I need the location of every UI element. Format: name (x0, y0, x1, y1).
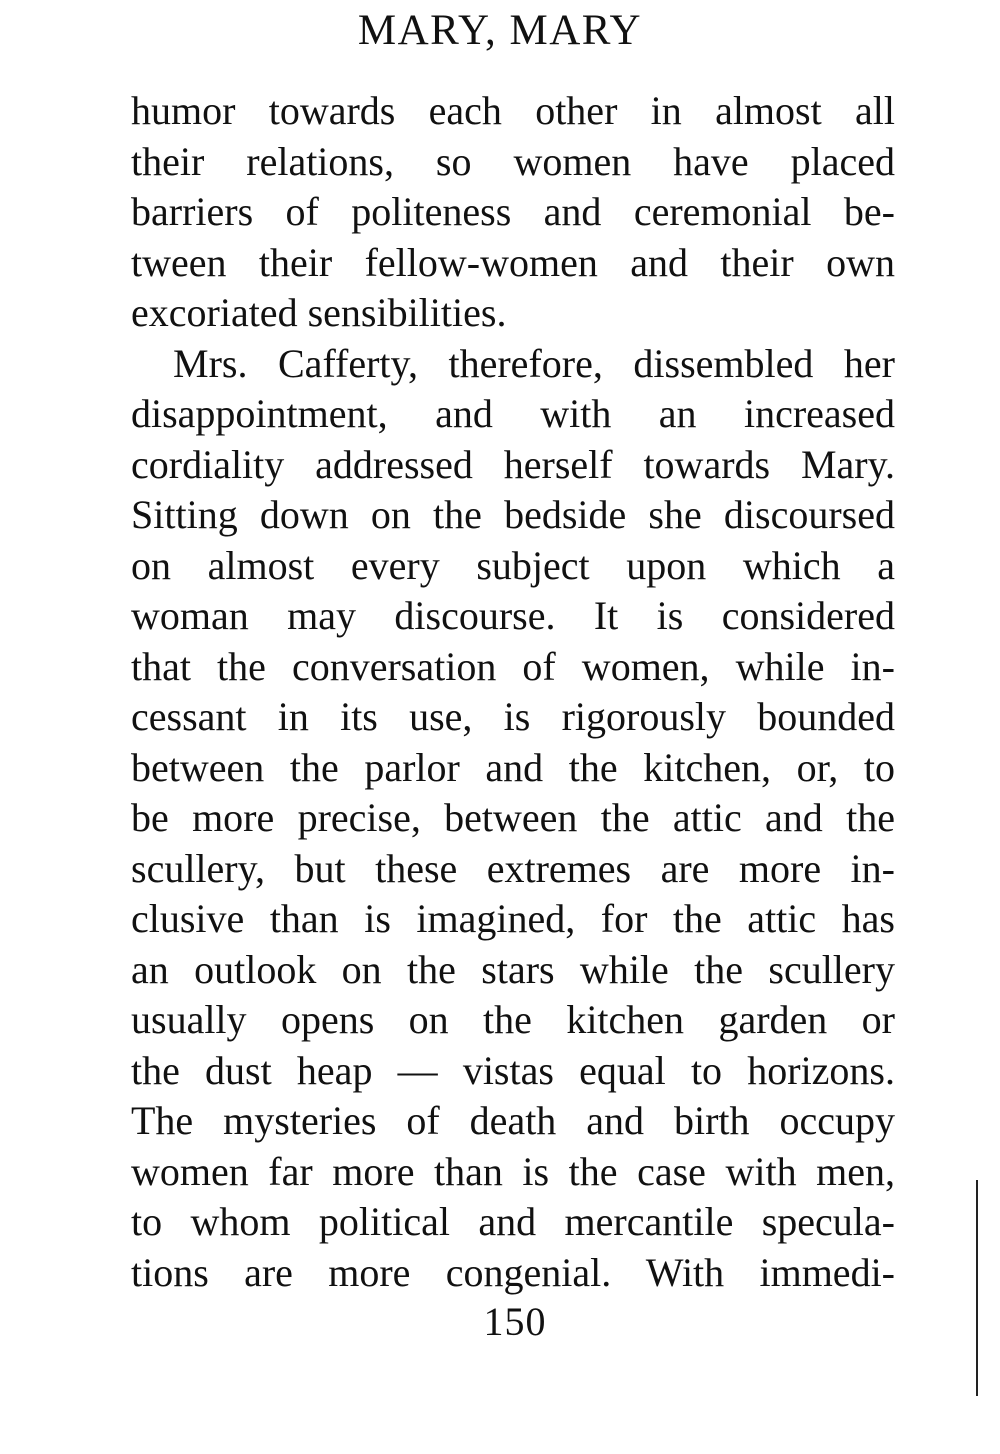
text-line: humor towards each other in almost all (131, 88, 895, 133)
text-line: barriers of politeness and ceremonial be- (131, 189, 895, 234)
text-line: tions are more congenial. With immedi- (131, 1249, 895, 1295)
text-line: their relations, so women have placed (131, 138, 895, 184)
text-line: disappointment, and with an increased (131, 391, 895, 436)
text-line: be more precise, between the attic and the (131, 795, 895, 840)
text-line: cessant in its use, is rigorously bounded (131, 694, 895, 739)
text-line: scullery, but these extremes are more in- (131, 845, 895, 891)
text-line: clusive than is imagined, for the attic has (131, 896, 895, 941)
text-line: to whom political and mercantile specula- (131, 1199, 895, 1244)
text-line: between the parlor and the kitchen, or, to (131, 744, 895, 790)
text-line: usually opens on the kitchen garden or (131, 997, 895, 1042)
text-line: The mysteries of death and birth occupy (131, 1098, 895, 1143)
text-line: woman may discourse. It is considered (131, 593, 895, 638)
text-line: tween their fellow-women and their own (131, 239, 895, 285)
text-line: excoriated sensibilities. (131, 290, 507, 335)
text-line: the dust heap — vistas equal to horizons. (131, 1047, 895, 1093)
paragraph-continued (131, 86, 895, 339)
page-number: 150 (483, 1299, 547, 1344)
text-line: women far more than is the case with men, (131, 1148, 895, 1194)
text-line: an outlook on the stars while the scullery (131, 946, 895, 992)
text-line: Mrs. Cafferty, therefore, dissembled her (173, 340, 895, 386)
text-line: that the conversation of women, while in- (131, 643, 895, 689)
paragraph (131, 339, 895, 1299)
text-line: cordiality addressed herself towards Mary. (131, 441, 895, 487)
body-text (131, 86, 895, 1298)
text-line: Sitting down on the bedside she discoursed (131, 492, 895, 537)
running-head: MARY, MARY (357, 7, 643, 54)
scan-edge-shadow (976, 1180, 978, 1396)
text-line: on almost every subject upon which a (131, 542, 895, 588)
